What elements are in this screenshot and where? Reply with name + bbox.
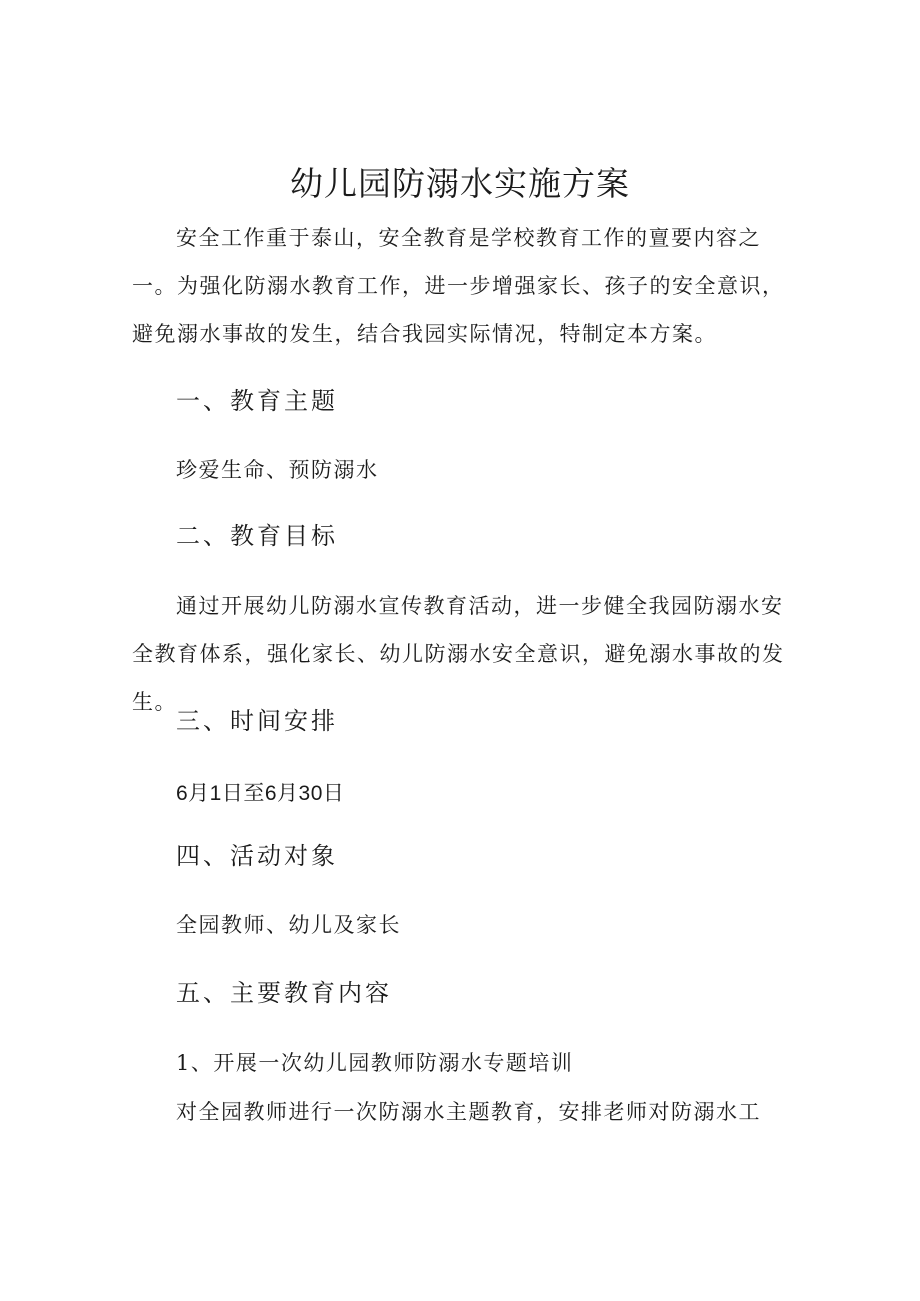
section-body-schedule: 6月1日至6月30日 [176, 782, 345, 805]
subsection-title: 1、开展一次幼儿园教师防溺水专题培训 [176, 1051, 574, 1075]
section-heading-content: 五、主要教育内容 [176, 979, 392, 1007]
section-heading-participants: 四、活动对象 [176, 842, 338, 870]
intro-paragraph: 安全工作重于泰山，安全教育是学校教育工作的亶要内容之一。为强化防溺水教育工作，进一步增强家长、孩子的安全意识，避免溺水事故的发生，结合我园实际情况，特制定本方案。 [132, 226, 785, 346]
subsection-body: 对全园教师进行一次防溺水主题教育，安排老师对防溺水工 [176, 1100, 761, 1124]
section-body-theme: 珍爱生命、预防溺水 [176, 458, 379, 482]
section-body-goal: 通过开展幼儿防溺水宣传教育活动，进一步健全我园防溺水安全教育体系，强化家长、幼儿防溺水安全意识，避免溺水事故的发生。 [132, 594, 785, 714]
section-heading-goal: 二、教育目标 [176, 522, 338, 550]
section-body-participants: 全园教师、幼儿及家长 [176, 913, 401, 937]
section-heading-schedule: 三、时间安排 [176, 707, 338, 735]
section-heading-theme: 一、教育主题 [176, 387, 338, 415]
document-title: 幼儿园防溺水实施方案 [290, 164, 630, 203]
